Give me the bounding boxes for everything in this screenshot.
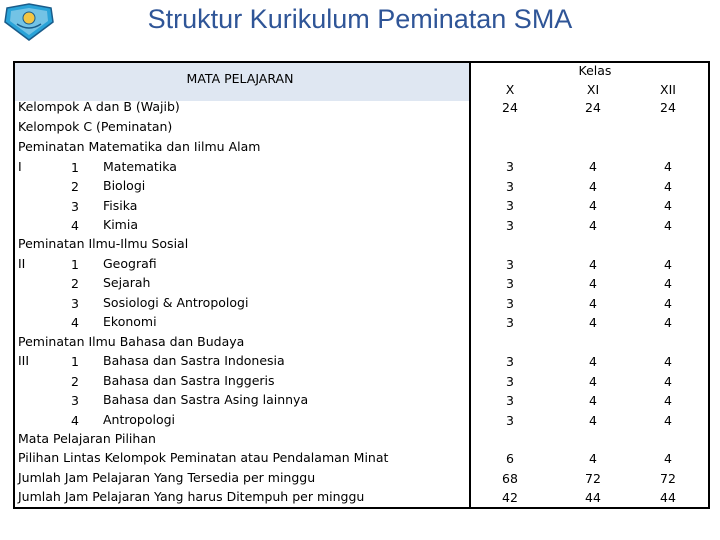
hours-x: 3 xyxy=(506,354,514,369)
column-divider xyxy=(469,61,471,509)
subject-number: 4 xyxy=(71,315,79,330)
group-peminatan: Kelompok C (Peminatan) xyxy=(18,119,173,134)
hours-x: 3 xyxy=(506,393,514,408)
class-header-xii: XII xyxy=(660,82,676,97)
subject-number: 4 xyxy=(71,218,79,233)
hours-x: 6 xyxy=(506,451,514,466)
class-total-xi: 24 xyxy=(585,100,601,115)
pilihan-title: Mata Pelajaran Pilihan xyxy=(18,431,156,446)
hours-xi: 4 xyxy=(589,315,597,330)
hours-xi: 4 xyxy=(589,296,597,311)
hours-xii: 72 xyxy=(660,471,676,486)
hours-xi: 4 xyxy=(589,374,597,389)
hours-x: 3 xyxy=(506,179,514,194)
hours-xii: 4 xyxy=(664,451,672,466)
subject-name: Kimia xyxy=(103,217,138,232)
hours-x: 3 xyxy=(506,413,514,428)
subject-number: 2 xyxy=(71,374,79,389)
hours-x: 3 xyxy=(506,218,514,233)
class-total-xii: 24 xyxy=(660,100,676,115)
hours-xii: 4 xyxy=(664,276,672,291)
subject-name: Ekonomi xyxy=(103,314,157,329)
hours-xii: 4 xyxy=(664,413,672,428)
pilihan-row-label: Pilihan Lintas Kelompok Peminatan atau Pendalaman Minat xyxy=(18,450,389,465)
subject-number: 3 xyxy=(71,296,79,311)
hours-x: 3 xyxy=(506,374,514,389)
section-roman: I xyxy=(18,159,22,174)
hours-xi: 4 xyxy=(589,218,597,233)
hours-xi: 4 xyxy=(589,413,597,428)
hours-xii: 4 xyxy=(664,198,672,213)
subject-name: Geografi xyxy=(103,256,157,271)
hours-x: 3 xyxy=(506,198,514,213)
hours-x: 3 xyxy=(506,159,514,174)
subject-name: Sejarah xyxy=(103,275,151,290)
hours-xi: 4 xyxy=(589,159,597,174)
page-title: Struktur Kurikulum Peminatan SMA xyxy=(147,4,573,34)
subject-name: Sosiologi & Antropologi xyxy=(103,295,249,310)
hours-x: 42 xyxy=(502,490,518,505)
class-total-x: 24 xyxy=(502,100,518,115)
hours-x: 68 xyxy=(502,471,518,486)
hours-xi: 72 xyxy=(585,471,601,486)
subject-name: Bahasa dan Sastra Asing lainnya xyxy=(103,392,309,407)
hours-xi: 44 xyxy=(585,490,601,505)
class-header-xi: XI xyxy=(586,82,600,97)
hours-x: 3 xyxy=(506,276,514,291)
subject-number: 1 xyxy=(71,257,79,272)
group-wajib: Kelompok A dan B (Wajib) xyxy=(18,99,180,114)
hours-xi: 4 xyxy=(589,393,597,408)
subject-name: Biologi xyxy=(103,178,146,193)
hours-xii: 4 xyxy=(664,159,672,174)
subject-number: 1 xyxy=(71,160,79,175)
hours-xii: 4 xyxy=(664,393,672,408)
hours-xii: 4 xyxy=(664,218,672,233)
hours-xi: 4 xyxy=(589,179,597,194)
hours-xi: 4 xyxy=(589,257,597,272)
ditempuh-row-label: Jumlah Jam Pelajaran Yang harus Ditempuh per minggu xyxy=(18,489,365,504)
subject-number: 3 xyxy=(71,393,79,408)
hours-xii: 4 xyxy=(664,374,672,389)
subject-column-header: MATA PELAJARAN xyxy=(186,71,294,86)
subject-name: Bahasa dan Sastra Inggeris xyxy=(103,373,275,388)
subject-name: Bahasa dan Sastra Indonesia xyxy=(103,353,285,368)
kelas-header: Kelas xyxy=(578,63,612,78)
subject-number: 2 xyxy=(71,276,79,291)
section-title: Peminatan Ilmu Bahasa dan Budaya xyxy=(18,334,245,349)
section-title: Peminatan Ilmu-Ilmu Sosial xyxy=(18,236,189,251)
subject-name: Fisika xyxy=(103,198,138,213)
hours-xi: 4 xyxy=(589,451,597,466)
subject-name: Matematika xyxy=(103,159,177,174)
section-roman: III xyxy=(18,353,30,368)
hours-xii: 44 xyxy=(660,490,676,505)
subject-name: Antropologi xyxy=(103,412,175,427)
subject-number: 4 xyxy=(71,413,79,428)
hours-x: 3 xyxy=(506,315,514,330)
hours-x: 3 xyxy=(506,296,514,311)
tersedia-row-label: Jumlah Jam Pelajaran Yang Tersedia per minggu xyxy=(18,470,316,485)
subject-number: 1 xyxy=(71,354,79,369)
class-header-x: X xyxy=(505,82,515,97)
hours-xii: 4 xyxy=(664,257,672,272)
hours-xi: 4 xyxy=(589,198,597,213)
hours-xii: 4 xyxy=(664,315,672,330)
section-title: Peminatan Matematika dan Iilmu Alam xyxy=(18,139,261,154)
hours-x: 3 xyxy=(506,257,514,272)
hours-xi: 4 xyxy=(589,354,597,369)
subject-number: 3 xyxy=(71,199,79,214)
hours-xii: 4 xyxy=(664,179,672,194)
hours-xii: 4 xyxy=(664,354,672,369)
hours-xii: 4 xyxy=(664,296,672,311)
hours-xi: 4 xyxy=(589,276,597,291)
subject-number: 2 xyxy=(71,179,79,194)
section-roman: II xyxy=(18,256,26,271)
